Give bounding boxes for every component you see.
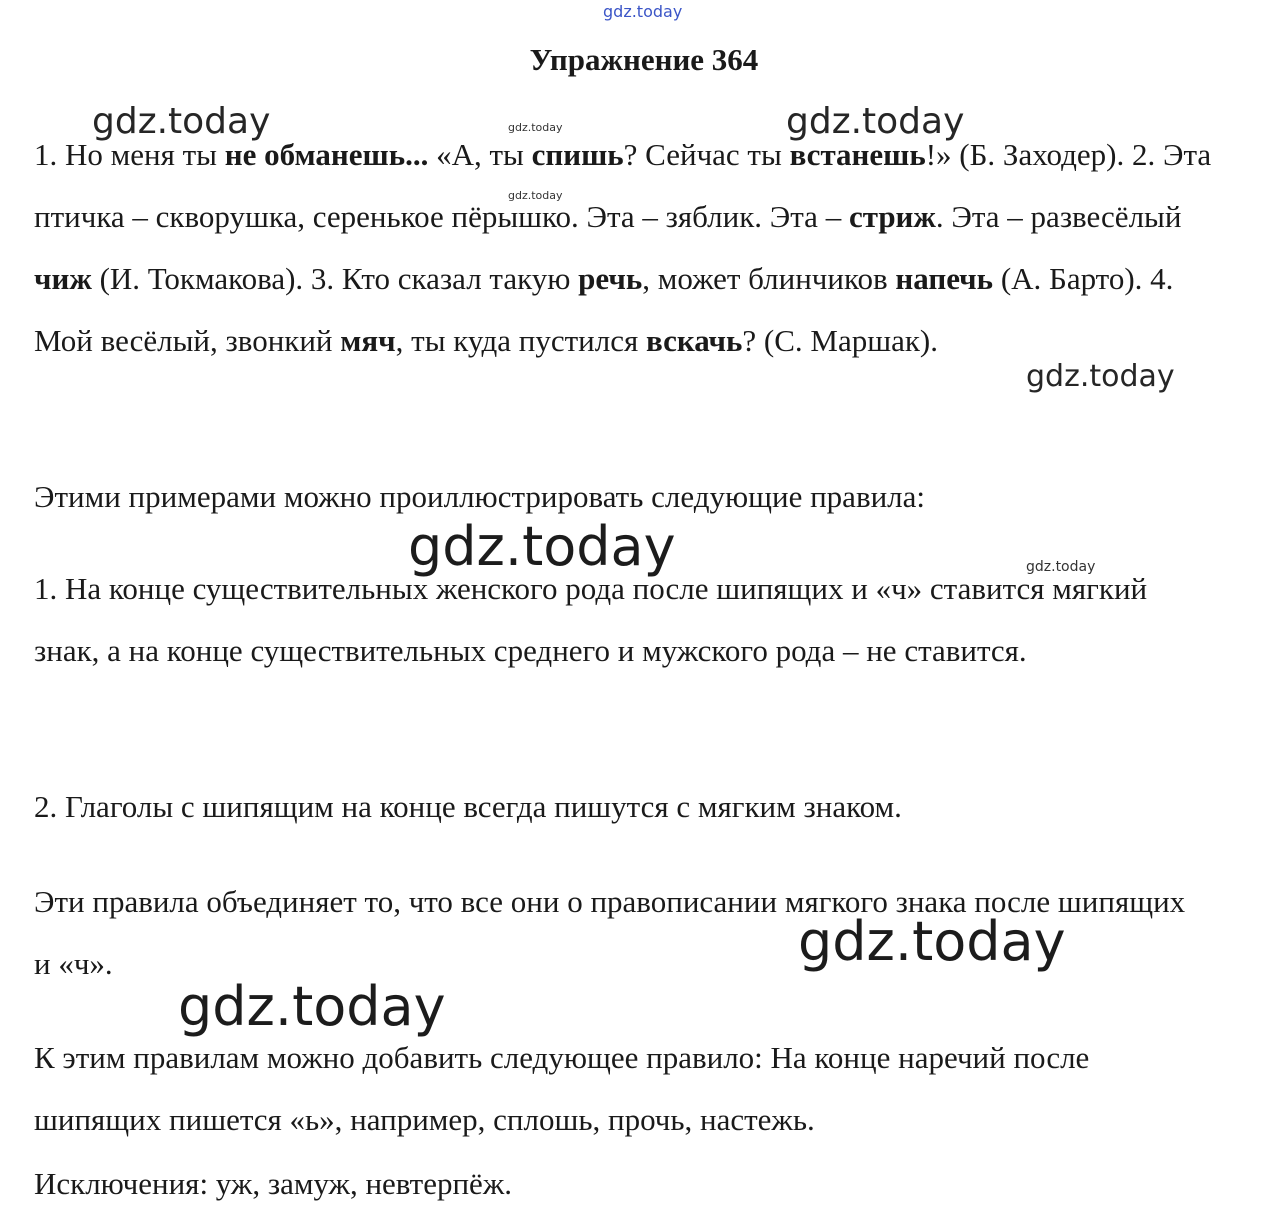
- exercise-title: Упражнение 364: [529, 42, 759, 77]
- extra-rule-paragraph: К этим правилам можно добавить следующее правило: На конце наречий после шипящих пишется «ь», например, сплошь, прочь, настежь.: [34, 1040, 1090, 1137]
- exceptions-paragraph: Исключения: уж, замуж, невтерпёж.: [34, 1166, 512, 1201]
- text-run: (А. Барто). 4. Мой весёлый, звонкий: [34, 261, 1174, 358]
- watermark-logo: gdz.today: [508, 189, 563, 202]
- watermark-logo: gdz.today: [1026, 359, 1175, 394]
- highlighted-word: чиж: [34, 261, 92, 296]
- highlighted-word: стриж: [848, 199, 936, 234]
- watermark-logo: gdz.today: [408, 515, 676, 578]
- rule-2-paragraph: 2. Глаголы с шипящим на конце всегда пишутся с мягким знаком.: [34, 789, 902, 824]
- text-run: , ты куда пустился: [395, 323, 646, 358]
- intro-paragraph: Этими примерами можно проиллюстрировать следующие правила:: [34, 479, 926, 514]
- watermark-logo: gdz.today: [178, 975, 446, 1038]
- watermark-logo: gdz.today: [92, 101, 271, 142]
- text-run: . Эта – развесёлый: [935, 199, 1182, 234]
- watermark-logo: gdz.today: [798, 910, 1066, 973]
- highlighted-word: напечь: [895, 261, 994, 296]
- text-run: ? Сейчас ты: [623, 137, 790, 172]
- summary-paragraph: Эти правила объединяет то, что все они о правописании мягкого знака после шипящих и «ч».: [34, 884, 1186, 981]
- highlighted-word: встанешь: [789, 137, 926, 172]
- watermark-logo: gdz.today: [603, 2, 683, 21]
- watermark-logo: gdz.today: [786, 101, 965, 142]
- highlighted-word: не обманешь...: [224, 137, 429, 172]
- highlighted-word: спишь: [531, 137, 624, 172]
- text-run: (И. Токмакова). 3. Кто сказал такую: [91, 261, 579, 296]
- rule-1-paragraph: 1. На конце существительных женского рода после шипящих и «ч» ставится мягкий знак, а на конце существительных среднего и мужского рода – не ставится.: [34, 571, 1148, 668]
- watermark-logo: gdz.today: [508, 121, 563, 134]
- text-run: 1. Но меня ты: [34, 137, 225, 172]
- text-run: «А, ты: [428, 137, 532, 172]
- highlighted-word: вскачь: [645, 323, 743, 358]
- text-run: , может блинчиков: [642, 261, 896, 296]
- highlighted-word: мяч: [340, 323, 396, 358]
- text-run: ? (С. Маршак).: [742, 323, 938, 358]
- watermark-logo: gdz.today: [1026, 559, 1096, 575]
- text-run: !» (Б. Заходер). 2. Эта птичка – скворушка, серенькое пёрышко. Эта – зяблик. Эта –: [34, 137, 1212, 234]
- highlighted-word: речь: [578, 261, 643, 296]
